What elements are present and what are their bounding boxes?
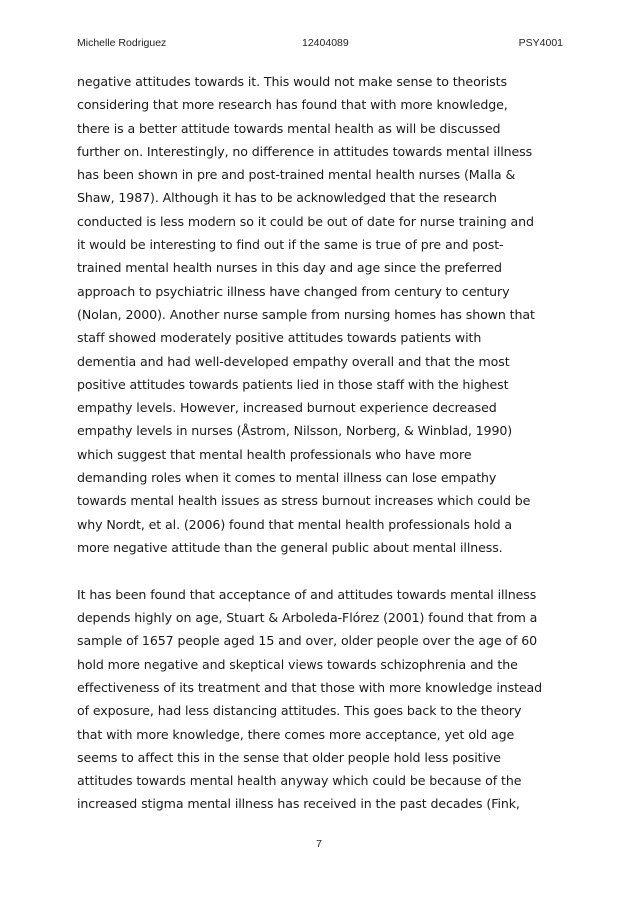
text-line: empathy levels. However, increased burnout experience decreased [77,400,497,416]
document-body [77,70,569,816]
paragraph-spacer [77,559,569,583]
text-line: more negative attitude than the general public about mental illness. [77,539,503,555]
text-line: there is a better attitude towards mental health as will be discussed [77,120,501,136]
paragraph-2 [77,583,569,816]
text-line: effectiveness of its treatment and that those with more knowledge instead [77,679,543,695]
text-line: why Nordt, et al. (2006) found that mental health professionals hold a [77,516,513,532]
text-line: (Nolan, 2000). Another nurse sample from nursing homes has shown that [77,306,535,322]
text-line: it would be interesting to find out if the same is true of pre and post- [77,237,504,253]
text-line: further on. Interestingly, no difference in attitudes towards mental illness [77,143,533,159]
text-line: hold more negative and skeptical views towards schizophrenia and the [77,656,518,672]
page-number: 7 [316,838,322,850]
text-line: empathy levels in nurses (Åstrom, Nilsson, Norberg, & Winblad, 1990) [77,423,513,439]
text-line: seems to affect this in the sense that older people hold less positive [77,749,501,765]
text-line: sample of 1657 people aged 15 and over, older people over the age of 60 [77,633,538,649]
paragraph-1 [77,70,569,559]
text-line: positive attitudes towards patients lied in those staff with the highest [77,376,509,392]
text-line: increased stigma mental illness has received in the past decades (Fink, [77,796,520,812]
text-line: of exposure, had less distancing attitudes. This goes back to the theory [77,703,522,719]
text-line: Shaw, 1987). Although it has to be acknowledged that the research [77,190,497,206]
header-student-id: 12404089 [302,37,349,49]
header-course: PSY4001 [518,37,563,49]
header-author: Michelle Rodriguez [77,37,167,49]
text-line: conducted is less modern so it could be out of date for nurse training and [77,213,534,229]
text-line: trained mental health nurses in this day and age since the preferred [77,260,502,276]
text-line: staff showed moderately positive attitudes towards patients with [77,330,482,346]
text-line: It has been found that acceptance of and attitudes towards mental illness [77,586,537,602]
text-line: depends highly on age, Stuart & Arboleda-Flórez (2001) found that from a [77,610,538,626]
text-line: demanding roles when it comes to mental illness can lose empathy [77,470,497,486]
text-line: attitudes towards mental health anyway which could be because of the [77,773,522,789]
text-line: considering that more research has found that with more knowledge, [77,97,508,113]
text-line: has been shown in pre and post-trained mental health nurses (Malla & [77,167,516,183]
text-line: towards mental health issues as stress burnout increases which could be [77,493,531,509]
text-line: which suggest that mental health professionals who have more [77,446,472,462]
text-line: negative attitudes towards it. This would not make sense to theorists [77,74,507,89]
text-line: that with more knowledge, there comes more acceptance, yet old age [77,726,515,742]
page-header [77,37,563,53]
text-line: dementia and had well-developed empathy overall and that the most [77,353,510,369]
text-line: approach to psychiatric illness have changed from century to century [77,283,510,299]
